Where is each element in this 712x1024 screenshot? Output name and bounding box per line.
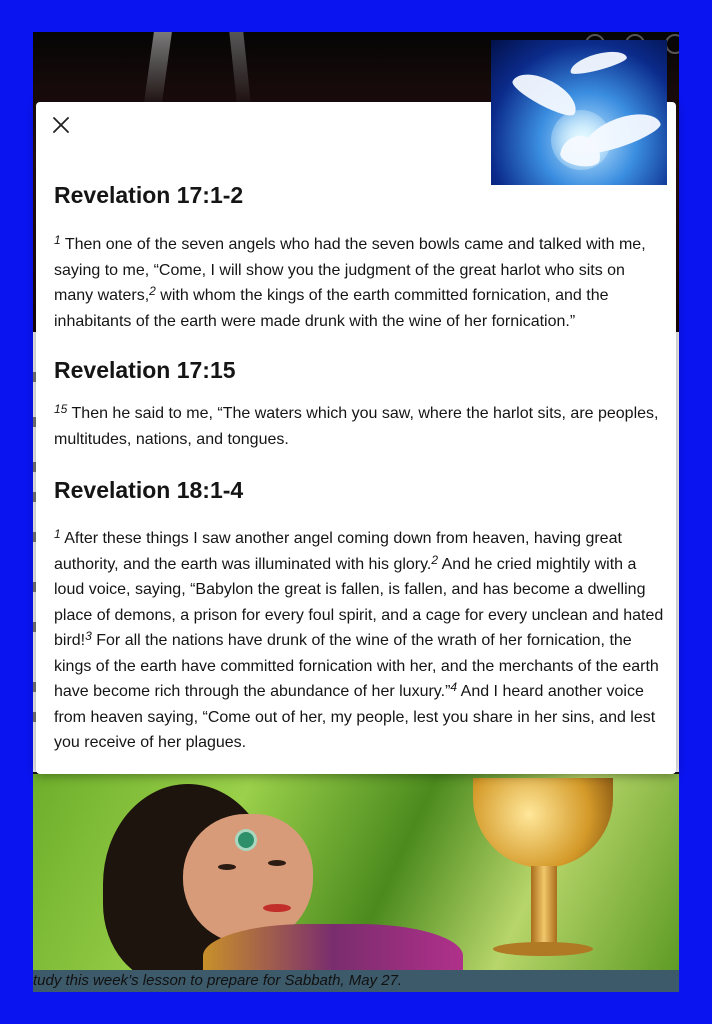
passage-section: [54, 355, 664, 452]
passage-reference: Revelation 17:1-2: [54, 182, 244, 208]
verse-text: For all the nations have drunk of the wine of the wrath of her fornication, the kings of the earth have committed fornication with her, and the merchants of the earth have become rich through the abundance of her luxury.”: [54, 632, 659, 700]
passage-text: [54, 526, 664, 756]
verse-number: 1: [54, 527, 61, 541]
more-icon[interactable]: [665, 34, 679, 54]
verse-number: 2: [149, 284, 156, 298]
verse-text: with whom the kings of the earth committed fornication, and the inhabitants of the earth were made drunk with the wine of her fornication.”: [54, 287, 609, 330]
light-beam: [144, 32, 172, 102]
angels-flying-image: [491, 40, 667, 185]
eye-shape: [268, 860, 286, 866]
cup-base: [493, 942, 593, 956]
light-beam: [229, 32, 250, 102]
cup-stem: [531, 866, 557, 946]
golden-cup: [473, 778, 613, 868]
verse-text: Then one of the seven angels who had the seven bowls came and talked with me, saying to me, “Come, I will show you the judgment of the great harlot who sits on many waters,: [54, 236, 646, 304]
passage-section: [54, 180, 664, 334]
verse-number: 4: [450, 680, 458, 694]
dress-shape: [203, 924, 463, 970]
wing-shape: [568, 47, 628, 77]
verse-text: Then he said to me, “The waters which you saw, where the harlot sits, are peoples, multitudes, nations, and tongues.: [54, 405, 659, 448]
lips-shape: [263, 904, 291, 912]
passage-section: [54, 475, 664, 756]
jewel-shape: [238, 832, 254, 848]
scripture-popup: [36, 102, 676, 774]
eye-shape: [218, 864, 236, 870]
passage-text: [54, 401, 664, 452]
verse-text: After these things I saw another angel coming down from heaven, having great authority, and the earth was illuminated with his glory.: [54, 530, 622, 573]
verse-text: And he cried mightily with a loud voice, saying, “Babylon the great is fallen, is fallen, and has become a dwelling place of demons, a prison for every foul spirit, and a cage for every unclean and hated bird!: [54, 555, 664, 649]
verse-text: And I heard another voice from heaven saying, “Come out of her, my people, lest you share in her sins, and lest you receive of her plagues.: [54, 683, 656, 751]
close-icon: [50, 114, 72, 136]
passage-text: [54, 232, 664, 334]
passage-reference: Revelation 17:15: [54, 357, 236, 383]
verse-number: 15: [54, 402, 68, 416]
verse-number: 2: [431, 552, 439, 567]
close-button[interactable]: [50, 114, 72, 136]
verse-number: 3: [85, 629, 92, 643]
passage-reference: Revelation 18:1-4: [54, 477, 244, 503]
verse-number: 1: [54, 233, 61, 247]
lesson-caption: tudy this week’s lesson to prepare for Sabbath, May 27.: [33, 970, 679, 992]
lesson-illustration: [33, 774, 679, 970]
